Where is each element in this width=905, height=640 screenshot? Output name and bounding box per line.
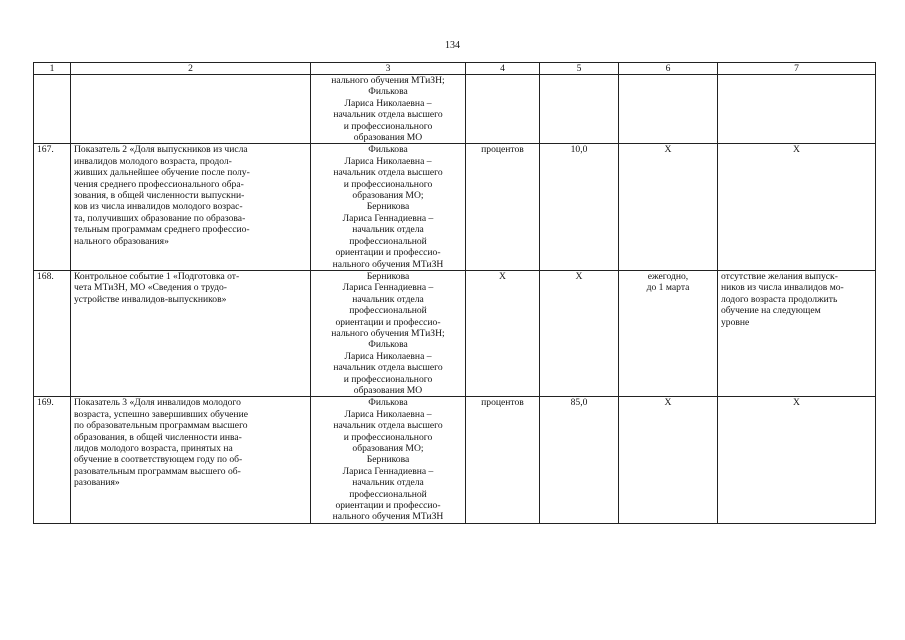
target-value: 10,0 [540,144,619,270]
indicator-name [71,75,311,144]
row-number: 168. [34,270,71,396]
deadline: X [619,397,718,523]
row-number [34,75,71,144]
column-header: 5 [540,63,619,75]
responsible-persons: Филькова Лариса Николаевна – начальник отдела высшего и профессионального образования МО; Берникова Лариса Геннадиевна – начальник отдела профессиональной ориентации и профессио- нального обучения МТиЗН [311,397,466,523]
risk-note: X [718,397,876,523]
column-header: 6 [619,63,718,75]
responsible-persons: нального обучения МТиЗН; Филькова Лариса Николаевна – начальник отдела высшего и профессионального образования МО [311,75,466,144]
header-row [34,63,876,75]
responsible-persons: Филькова Лариса Николаевна – начальник отдела высшего и профессионального образования МО; Берникова Лариса Геннадиевна – начальник отдела профессиональной ориентации и профессио- нального обучения МТиЗН [311,144,466,270]
column-header: 2 [71,63,311,75]
indicator-name: Показатель 2 «Доля выпускников из числа инвалидов молодого возраста, продол- живших дальнейшее обучение после полу- чения среднего профессионального обра- зования, в общей численности выпускни- ков из числа инвалидов молодого возрас- та, получивших образование по образова- тельным программам среднего профессио- нального образования» [71,144,311,270]
unit-of-measure [466,75,540,144]
risk-note: отсутствие желания выпуск- ников из числа инвалидов мо- лодого возраста продолжить обучение на следующем уровне [718,270,876,396]
target-value: 85,0 [540,397,619,523]
column-header: 4 [466,63,540,75]
table-row [34,144,876,270]
column-header: 3 [311,63,466,75]
indicator-name: Показатель 3 «Доля инвалидов молодого возраста, успешно завершивших обучение по образовательным программам высшего образования, в общей численности инва- лидов молодого возраста, принятых на обучение в соответствующем году по об- разовательным программам высшего об- разования» [71,397,311,523]
risk-note: X [718,144,876,270]
column-header: 1 [34,63,71,75]
table-row [34,397,876,523]
target-value: X [540,270,619,396]
deadline: ежегодно, до 1 марта [619,270,718,396]
deadline [619,75,718,144]
unit-of-measure: процентов [466,397,540,523]
table-row [34,75,876,144]
page-number: 134 [445,40,460,51]
row-number: 167. [34,144,71,270]
unit-of-measure: X [466,270,540,396]
row-number: 169. [34,397,71,523]
responsible-persons: Берникова Лариса Геннадиевна – начальник отдела профессиональной ориентации и профессио- нального обучения МТиЗН; Филькова Лариса Николаевна – начальник отдела высшего и профессионального образования МО [311,270,466,396]
column-header: 7 [718,63,876,75]
risk-note [718,75,876,144]
deadline: X [619,144,718,270]
plan-table [33,62,876,524]
unit-of-measure: процентов [466,144,540,270]
indicator-name: Контрольное событие 1 «Подготовка от- чета МТиЗН, МО «Сведения о трудо- устройстве инвалидов-выпускников» [71,270,311,396]
table-row [34,270,876,396]
target-value [540,75,619,144]
